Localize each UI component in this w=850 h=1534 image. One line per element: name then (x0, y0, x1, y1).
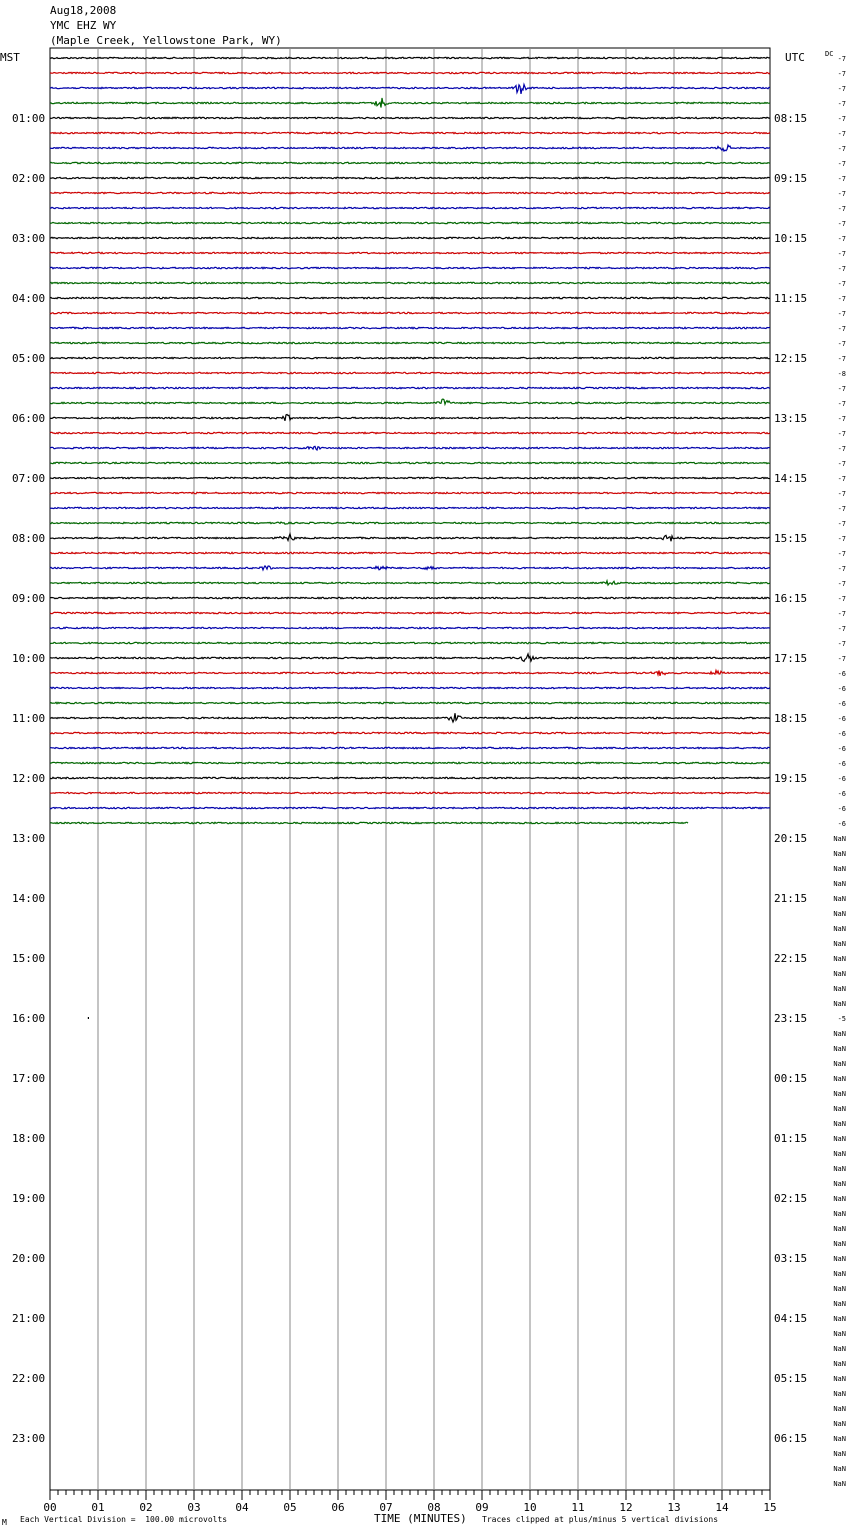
dc-value: -6 (837, 820, 846, 828)
dc-value: -7 (837, 520, 846, 528)
trace-1 (50, 57, 770, 58)
x-tick-label: 08 (427, 1501, 441, 1514)
dc-value: -7 (837, 85, 846, 93)
mst-hour-label: 09:00 (12, 592, 46, 605)
x-tick-label: 07 (379, 1501, 393, 1514)
dc-value: -6 (837, 775, 846, 783)
trace-48 (50, 762, 770, 763)
trace-28 (50, 462, 770, 463)
utc-hour-label: 03:15 (774, 1252, 808, 1265)
utc-hour-label: 22:15 (774, 952, 808, 965)
utc-hour-label: 06:15 (774, 1432, 808, 1445)
dc-value: -8 (837, 370, 846, 378)
dc-value: NaN (833, 1195, 846, 1203)
mst-hour-label: 23:00 (12, 1432, 46, 1445)
trace-20 (50, 342, 770, 343)
trace-3 (50, 85, 770, 94)
trace-45 (50, 713, 770, 722)
trace-27 (50, 446, 770, 450)
trace-34 (50, 552, 770, 553)
utc-hour-label: 20:15 (774, 832, 808, 845)
utc-hour-label: 17:15 (774, 652, 808, 665)
dc-value: NaN (833, 1225, 846, 1233)
trace-23 (50, 387, 770, 388)
dc-value: -7 (837, 655, 846, 663)
mst-hour-label: 13:00 (12, 832, 46, 845)
trace-17 (50, 297, 770, 298)
trace-12 (50, 222, 770, 223)
dc-value: -7 (837, 550, 846, 558)
x-tick-label: 01 (91, 1501, 105, 1514)
dc-value: -7 (837, 625, 846, 633)
trace-31 (50, 507, 770, 508)
dc-value: -6 (837, 685, 846, 693)
trace-33 (50, 534, 770, 541)
dc-value: NaN (833, 880, 846, 888)
dc-value: NaN (833, 1420, 846, 1428)
dc-value: NaN (833, 1255, 846, 1263)
dc-value: NaN (833, 925, 846, 933)
dc-value: -7 (837, 325, 846, 333)
trace-14 (50, 252, 770, 253)
x-tick-label: 06 (331, 1501, 345, 1514)
dc-value: -7 (837, 580, 846, 588)
dc-value: NaN (833, 1165, 846, 1173)
trace-11 (50, 207, 770, 208)
dc-value: -7 (837, 70, 846, 78)
x-tick-label: 12 (619, 1501, 633, 1514)
dc-value: NaN (833, 1120, 846, 1128)
dc-value: -7 (837, 295, 846, 303)
dc-value: NaN (833, 985, 846, 993)
utc-hour-label: 12:15 (774, 352, 808, 365)
dc-value: -7 (837, 400, 846, 408)
dc-value: -6 (837, 805, 846, 813)
trace-15 (50, 267, 770, 268)
trace-26 (50, 432, 770, 433)
dc-value: -7 (837, 220, 846, 228)
mst-hour-label: 14:00 (12, 892, 46, 905)
dc-value: -7 (837, 280, 846, 288)
trace-7 (50, 145, 770, 151)
trace-18 (50, 312, 770, 313)
trace-30 (50, 492, 770, 493)
dc-value: -7 (837, 385, 846, 393)
utc-hour-label: 16:15 (774, 592, 808, 605)
dc-value: -7 (837, 445, 846, 453)
utc-hour-label: 00:15 (774, 1072, 808, 1085)
mst-hour-label: 02:00 (12, 172, 46, 185)
x-tick-label: 04 (235, 1501, 249, 1514)
trace-8 (50, 162, 770, 163)
mst-hour-label: 20:00 (12, 1252, 46, 1265)
dc-value: NaN (833, 1450, 846, 1458)
trace-38 (50, 612, 770, 613)
utc-hour-label: 01:15 (774, 1132, 808, 1145)
utc-hour-label: 02:15 (774, 1192, 808, 1205)
dc-value: -7 (837, 430, 846, 438)
mst-hour-label: 16:00 (12, 1012, 46, 1025)
trace-39 (50, 627, 770, 628)
dc-value: NaN (833, 1285, 846, 1293)
trace-13 (50, 237, 770, 238)
mst-hour-label: 22:00 (12, 1372, 46, 1385)
dc-value: NaN (833, 1105, 846, 1113)
station-label: YMC EHZ WY (50, 19, 117, 32)
trace-4 (50, 98, 770, 108)
dc-value: NaN (833, 1360, 846, 1368)
trace-43 (50, 687, 770, 688)
trace-21 (50, 357, 770, 358)
x-axis-title: TIME (MINUTES) (374, 1512, 467, 1525)
trace-42 (50, 670, 770, 676)
x-tick-label: 13 (667, 1501, 681, 1514)
dc-value: NaN (833, 910, 846, 918)
dc-value: -7 (837, 250, 846, 258)
dc-value: NaN (833, 1135, 846, 1143)
clip-note: Traces clipped at plus/minus 5 vertical divisions (482, 1515, 719, 1524)
dc-value: -7 (837, 160, 846, 168)
trace-51 (50, 807, 770, 808)
trace-41 (50, 654, 770, 661)
trace-46 (50, 732, 770, 733)
mst-hour-label: 05:00 (12, 352, 46, 365)
dc-value: -7 (837, 490, 846, 498)
dc-value: -7 (837, 565, 846, 573)
trace-40 (50, 642, 770, 643)
utc-hour-label: 11:15 (774, 292, 808, 305)
trace-37 (50, 597, 770, 598)
dc-value: -7 (837, 505, 846, 513)
mst-hour-label: 19:00 (12, 1192, 46, 1205)
mst-hour-label: 17:00 (12, 1072, 46, 1085)
dc-value: NaN (833, 1150, 846, 1158)
dc-value: -6 (837, 760, 846, 768)
dc-value: -7 (837, 235, 846, 243)
dc-value: NaN (833, 1390, 846, 1398)
utc-hour-label: 08:15 (774, 112, 808, 125)
trace-22 (50, 372, 770, 373)
dc-value: NaN (833, 1210, 846, 1218)
dc-value: NaN (833, 1405, 846, 1413)
dc-value: NaN (833, 1000, 846, 1008)
x-tick-label: 11 (571, 1501, 585, 1514)
dc-value: -7 (837, 595, 846, 603)
utc-hour-label: 18:15 (774, 712, 808, 725)
trace-35 (50, 566, 770, 570)
utc-hour-label: 10:15 (774, 232, 808, 245)
mst-hour-label: 07:00 (12, 472, 46, 485)
x-tick-label: 05 (283, 1501, 297, 1514)
utc-hour-label: 23:15 (774, 1012, 808, 1025)
trace-25 (50, 415, 770, 421)
mst-hour-label: 01:00 (12, 112, 46, 125)
dc-value: NaN (833, 1180, 846, 1188)
utc-hour-label: 04:15 (774, 1312, 808, 1325)
x-tick-label: 10 (523, 1501, 537, 1514)
trace-10 (50, 192, 770, 193)
division-note: Each Vertical Division = 100.00 microvolts (20, 1515, 228, 1524)
trace-36 (50, 581, 770, 585)
utc-hour-label: 21:15 (774, 892, 808, 905)
dc-value: NaN (833, 1465, 846, 1473)
dc-value: NaN (833, 850, 846, 858)
dc-value: -6 (837, 700, 846, 708)
dc-value: -6 (837, 670, 846, 678)
dc-value: NaN (833, 1375, 846, 1383)
dc-value: -7 (837, 475, 846, 483)
dc-value: -7 (837, 55, 846, 63)
dc-value: -7 (837, 460, 846, 468)
dc-value: NaN (833, 865, 846, 873)
x-tick-label: 15 (763, 1501, 777, 1514)
utc-hour-label: 14:15 (774, 472, 808, 485)
dc-value: -6 (837, 790, 846, 798)
dc-value: -7 (837, 355, 846, 363)
dc-value: NaN (833, 940, 846, 948)
dc-value: NaN (833, 1480, 846, 1488)
dc-value: NaN (833, 895, 846, 903)
trace-49 (50, 777, 770, 778)
mst-hour-label: 11:00 (12, 712, 46, 725)
utc-hour-label: 19:15 (774, 772, 808, 785)
trace-32 (50, 522, 770, 524)
x-tick-label: 00 (43, 1501, 57, 1514)
dc-value: NaN (833, 1315, 846, 1323)
trace-5 (50, 117, 770, 118)
dc-value: NaN (833, 1240, 846, 1248)
x-tick-label: 09 (475, 1501, 489, 1514)
mst-hour-label: 15:00 (12, 952, 46, 965)
utc-hour-label: 05:15 (774, 1372, 808, 1385)
dc-value: -5 (837, 1015, 846, 1023)
dc-value: NaN (833, 1435, 846, 1443)
utc-hour-label: 13:15 (774, 412, 808, 425)
mst-hour-label: 06:00 (12, 412, 46, 425)
dc-value: -7 (837, 100, 846, 108)
dc-value: -6 (837, 715, 846, 723)
dc-value: -7 (837, 535, 846, 543)
mst-hour-label: 12:00 (12, 772, 46, 785)
dc-value: -7 (837, 130, 846, 138)
dc-label: DC (825, 50, 834, 58)
dc-value: NaN (833, 1030, 846, 1038)
dc-value: NaN (833, 1345, 846, 1353)
date-label: Aug18,2008 (50, 4, 117, 17)
dc-value: NaN (833, 970, 846, 978)
dc-value: NaN (833, 1270, 846, 1278)
mst-hour-label: 18:00 (12, 1132, 46, 1145)
trace-50 (50, 792, 770, 793)
utc-hour-label: 09:15 (774, 172, 808, 185)
dc-value: NaN (833, 835, 846, 843)
x-tick-label: 02 (139, 1501, 153, 1514)
dc-value: -7 (837, 340, 846, 348)
trace-24 (50, 399, 770, 404)
mst-hour-label: 08:00 (12, 532, 46, 545)
dc-value: -7 (837, 205, 846, 213)
trace-6 (50, 132, 770, 133)
trace-2 (50, 72, 770, 73)
dc-value: -7 (837, 115, 846, 123)
logo-mark: M (2, 1518, 7, 1527)
utc-axis-label: UTC (785, 51, 805, 64)
dc-value: -7 (837, 610, 846, 618)
dc-value: -7 (837, 310, 846, 318)
plot-frame (50, 48, 770, 1490)
trace-9 (50, 177, 770, 178)
dc-value: NaN (833, 1045, 846, 1053)
dc-value: NaN (833, 955, 846, 963)
trace-16 (50, 282, 770, 283)
dc-value: -7 (837, 145, 846, 153)
trace-44 (50, 702, 770, 703)
dc-value: -7 (837, 415, 846, 423)
dc-value: -7 (837, 265, 846, 273)
dc-value: -6 (837, 745, 846, 753)
trace-47 (50, 747, 770, 748)
x-tick-label: 03 (187, 1501, 201, 1514)
dc-value: NaN (833, 1060, 846, 1068)
mst-hour-label: 21:00 (12, 1312, 46, 1325)
dc-value: NaN (833, 1300, 846, 1308)
dc-value: NaN (833, 1330, 846, 1338)
mst-hour-label: 04:00 (12, 292, 46, 305)
mst-hour-label: 03:00 (12, 232, 46, 245)
dc-value: -7 (837, 175, 846, 183)
utc-hour-label: 15:15 (774, 532, 808, 545)
trace-19 (50, 327, 770, 328)
dc-value: -7 (837, 190, 846, 198)
location-label: (Maple Creek, Yellowstone Park, WY) (50, 34, 282, 47)
dc-value: NaN (833, 1090, 846, 1098)
dc-value: -7 (837, 640, 846, 648)
dc-value: NaN (833, 1075, 846, 1083)
mst-axis-label: MST (0, 51, 20, 64)
mst-hour-label: 10:00 (12, 652, 46, 665)
x-tick-label: 14 (715, 1501, 729, 1514)
trace-29 (50, 477, 770, 478)
dc-value: -6 (837, 730, 846, 738)
